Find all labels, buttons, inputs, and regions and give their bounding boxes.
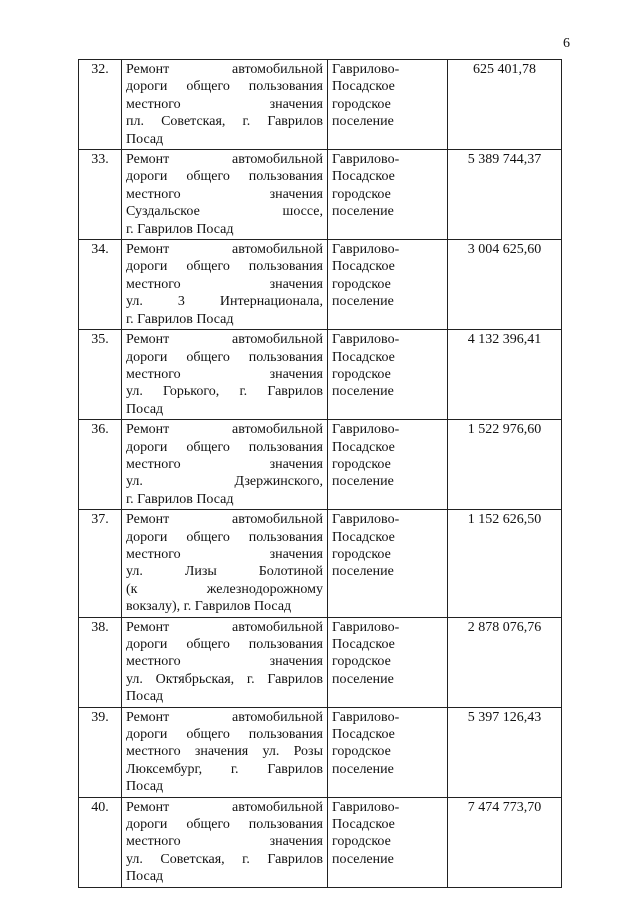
amount: 625 401,78 xyxy=(448,60,562,150)
municipality xyxy=(328,707,448,797)
municipality-line: городское xyxy=(332,546,391,562)
description-line: ул. Советская, г. Гаврилов xyxy=(126,851,323,867)
municipality xyxy=(328,150,448,240)
municipality xyxy=(328,240,448,330)
municipality-line: городское xyxy=(332,456,391,472)
table-row xyxy=(79,707,562,797)
work-description xyxy=(122,240,328,330)
municipality-line: городское xyxy=(332,654,391,670)
amount: 1 522 976,60 xyxy=(448,420,562,510)
description-line: г. Гаврилов Посад xyxy=(126,311,234,327)
description-line: Посад xyxy=(126,131,164,147)
description-line: ул. Дзержинского, xyxy=(126,474,323,490)
description-line: вокзалу), г. Гаврилов Посад xyxy=(126,599,292,615)
description-line: ул. Лизы Болотиной xyxy=(126,564,323,580)
municipality-line: городское xyxy=(332,744,391,760)
description-line: Посад xyxy=(126,689,164,705)
table-row xyxy=(79,420,562,510)
road-repair-table xyxy=(78,59,562,888)
description-line: дороги общего пользования xyxy=(126,439,323,455)
municipality xyxy=(328,510,448,617)
municipality-line: Гаврилово- xyxy=(332,242,400,258)
description-line: Люксембург, г. Гаврилов xyxy=(126,761,323,777)
row-number: 38. xyxy=(79,617,122,707)
municipality-line: Гаврилово- xyxy=(332,62,400,77)
description-line: местного значения xyxy=(126,456,323,472)
municipality-line: Посадское xyxy=(332,439,395,455)
description-line: Ремонт автомобильной xyxy=(126,619,323,635)
municipality-line: Посадское xyxy=(332,637,395,652)
work-description xyxy=(122,330,328,420)
table-row xyxy=(79,617,562,707)
row-number: 37. xyxy=(79,510,122,617)
description-line: ул. Октябрьская, г. Гаврилов xyxy=(126,671,323,687)
description-line: Ремонт автомобильной xyxy=(126,512,323,528)
municipality-line: Посадское xyxy=(332,727,395,743)
description-line: дороги общего пользования xyxy=(126,817,323,833)
description-line: Ремонт автомобильной xyxy=(126,242,323,258)
municipality-line: Гаврилово- xyxy=(332,512,400,528)
description-line: Посад xyxy=(126,401,164,417)
amount: 5 397 126,43 xyxy=(448,707,562,797)
municipality-line: поселение xyxy=(332,671,394,687)
description-line: местного значения ул. Розы xyxy=(126,744,323,760)
table-row xyxy=(79,60,562,150)
amount: 2 878 076,76 xyxy=(448,617,562,707)
description-line: Суздальское шоссе, xyxy=(126,204,323,220)
description-line: г. Гаврилов Посад xyxy=(126,491,234,507)
row-number: 34. xyxy=(79,240,122,330)
municipality-line: Посадское xyxy=(332,529,395,545)
description-line: местного значения xyxy=(126,276,323,292)
page-number: 6 xyxy=(563,36,570,51)
municipality-line: Посадское xyxy=(332,79,395,95)
work-description xyxy=(122,60,328,150)
municipality-line: поселение xyxy=(332,474,394,490)
description-line: дороги общего пользования xyxy=(126,169,323,185)
table-row xyxy=(79,240,562,330)
table-row xyxy=(79,797,562,887)
municipality-line: Посадское xyxy=(332,817,395,833)
municipality-line: городское xyxy=(332,834,391,850)
description-line: ул. Горького, г. Гаврилов xyxy=(126,384,323,400)
amount: 1 152 626,50 xyxy=(448,510,562,617)
description-line: местного значения xyxy=(126,186,323,202)
table-row xyxy=(79,150,562,240)
description-line: местного значения xyxy=(126,96,323,112)
description-line: Ремонт автомобильной xyxy=(126,62,323,77)
municipality-line: городское xyxy=(332,366,391,382)
work-description xyxy=(122,617,328,707)
description-line: местного значения xyxy=(126,366,323,382)
description-line: Ремонт автомобильной xyxy=(126,709,323,725)
amount: 5 389 744,37 xyxy=(448,150,562,240)
municipality-line: поселение xyxy=(332,114,394,130)
municipality-line: Посадское xyxy=(332,169,395,185)
municipality-line: Посадское xyxy=(332,259,395,275)
municipality-line: Гаврилово- xyxy=(332,332,400,348)
description-line: Ремонт автомобильной xyxy=(126,422,323,438)
description-line: Ремонт автомобильной xyxy=(126,152,323,168)
municipality-line: Гаврилово- xyxy=(332,709,400,725)
municipality-line: городское xyxy=(332,96,391,112)
municipality-line: поселение xyxy=(332,204,394,220)
description-line: Посад xyxy=(126,779,164,795)
description-line: г. Гаврилов Посад xyxy=(126,221,234,237)
description-line: дороги общего пользования xyxy=(126,79,323,95)
work-description xyxy=(122,707,328,797)
row-number: 39. xyxy=(79,707,122,797)
row-number: 33. xyxy=(79,150,122,240)
municipality-line: поселение xyxy=(332,294,394,310)
row-number: 35. xyxy=(79,330,122,420)
description-line: Посад xyxy=(126,869,164,885)
municipality xyxy=(328,330,448,420)
table-body xyxy=(79,60,562,888)
description-line: местного значения xyxy=(126,834,323,850)
description-line: пл. Советская, г. Гаврилов xyxy=(126,114,323,130)
municipality xyxy=(328,420,448,510)
municipality xyxy=(328,797,448,887)
amount: 3 004 625,60 xyxy=(448,240,562,330)
municipality-line: Гаврилово- xyxy=(332,152,400,168)
municipality-line: Гаврилово- xyxy=(332,422,400,438)
municipality-line: Посадское xyxy=(332,349,395,365)
row-number: 36. xyxy=(79,420,122,510)
municipality-line: поселение xyxy=(332,761,394,777)
row-number: 40. xyxy=(79,797,122,887)
table-row xyxy=(79,510,562,617)
work-description xyxy=(122,420,328,510)
municipality xyxy=(328,617,448,707)
work-description xyxy=(122,510,328,617)
description-line: дороги общего пользования xyxy=(126,637,323,652)
municipality-line: поселение xyxy=(332,851,394,867)
municipality-line: Гаврилово- xyxy=(332,619,400,635)
work-description xyxy=(122,797,328,887)
description-line: местного значения xyxy=(126,546,323,562)
municipality-line: городское xyxy=(332,186,391,202)
description-line: дороги общего пользования xyxy=(126,529,323,545)
municipality-line: Гаврилово- xyxy=(332,799,400,815)
table-row xyxy=(79,330,562,420)
description-line: дороги общего пользования xyxy=(126,727,323,743)
work-description xyxy=(122,150,328,240)
description-line: (к железнодорожному xyxy=(126,581,323,597)
description-line: ул. 3 Интернационала, xyxy=(126,294,323,310)
municipality-line: городское xyxy=(332,276,391,292)
municipality-line: поселение xyxy=(332,564,394,580)
description-line: Ремонт автомобильной xyxy=(126,799,323,815)
description-line: местного значения xyxy=(126,654,323,670)
amount: 4 132 396,41 xyxy=(448,330,562,420)
municipality-line: поселение xyxy=(332,384,394,400)
description-line: Ремонт автомобильной xyxy=(126,332,323,348)
description-line: дороги общего пользования xyxy=(126,349,323,365)
amount: 7 474 773,70 xyxy=(448,797,562,887)
description-line: дороги общего пользования xyxy=(126,259,323,275)
municipality xyxy=(328,60,448,150)
row-number: 32. xyxy=(79,60,122,150)
